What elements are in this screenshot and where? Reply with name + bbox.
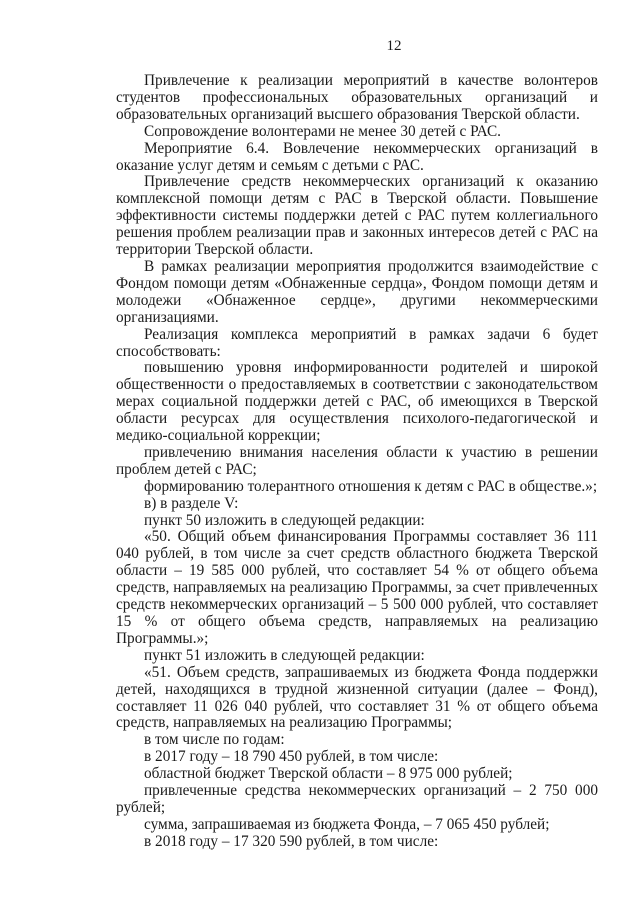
- paragraph: в 2018 году – 17 320 590 рублей, в том числе:: [144, 832, 439, 850]
- paragraph: В рамках реализации мероприятия продолжится взаимодействие с Фондом помощи детям «Обнаженные сердца», Фондом помощи детям и молодежи «Обнаженное сердце», другими некоммерческими организациями.: [116, 257, 598, 326]
- page-number: 12: [386, 38, 402, 54]
- paragraph: Привлечение средств некоммерческих организаций к оказанию комплексной помощи детям с РАС в Тверской области. Повышение эффективности системы поддержки детей с РАС путем коллегиального решения проблем реализации прав и законных интересов детей с РАС на территории Тверской области.: [116, 173, 598, 259]
- paragraph: привлеченные средства некоммерческих организаций – 2 750 000 рублей;: [116, 782, 598, 816]
- body-text: [116, 73, 598, 851]
- paragraph: повышению уровня информированности родителей и широкой общественности о предоставляемых в соответствии с законодательством мерах социальной поддержки детей с РАС, об имеющихся в Тверской области ресурсах для осуществления психолого-педагогической и медико-социальной коррекции;: [116, 359, 598, 445]
- paragraph: в том числе по годам:: [144, 731, 285, 749]
- paragraph: Сопровождение волонтерами не менее 30 детей с РАС.: [144, 122, 501, 140]
- paragraph: в 2017 году – 18 790 450 рублей, в том числе:: [144, 748, 439, 766]
- paragraph: Привлечение к реализации мероприятий в качестве волонтеров студентов профессиональных образовательных организаций и образовательных организаций высшего образования Тверской области.: [116, 72, 598, 123]
- paragraph: областной бюджет Тверской области – 8 975 000 рублей;: [144, 765, 513, 783]
- paragraph: Реализация комплекса мероприятий в рамках задачи 6 будет способствовать:: [116, 325, 598, 360]
- paragraph: в) в разделе V:: [144, 494, 239, 512]
- paragraph: пункт 51 изложить в следующей редакции:: [144, 646, 425, 664]
- paragraph: пункт 50 изложить в следующей редакции:: [144, 511, 425, 529]
- paragraph: привлечению внимания населения области к участию в решении проблем детей с РАС;: [116, 443, 598, 478]
- paragraph: Мероприятие 6.4. Вовлечение некоммерческих организаций в оказание услуг детям и семьям с детьми с РАС.: [116, 139, 598, 174]
- paragraph: «51. Объем средств, запрашиваемых из бюджета Фонда поддержки детей, находящихся в трудной жизненной ситуации (далее – Фонд), составляет 11 026 040 рублей, что составляет 31 % от общего объема средств, направляемых на реализацию Программы;: [116, 663, 598, 732]
- paragraph: формированию толерантного отношения к детям с РАС в обществе.»;: [144, 477, 598, 495]
- paragraph: сумма, запрашиваемая из бюджета Фонда, – 7 065 450 рублей;: [144, 815, 550, 833]
- paragraph: «50. Общий объем финансирования Программы составляет 36 111 040 рублей, в том числе за счет средств областного бюджета Тверской области – 19 585 000 рублей, что составляет 54 % от общего объема средств, направляемых на реализацию Программы, за счет привлеченных средств некоммерческих организаций – 5 500 000 рублей, что составляет 15 % от общего объема средств, направляемых на реализацию Программы.»;: [116, 528, 598, 647]
